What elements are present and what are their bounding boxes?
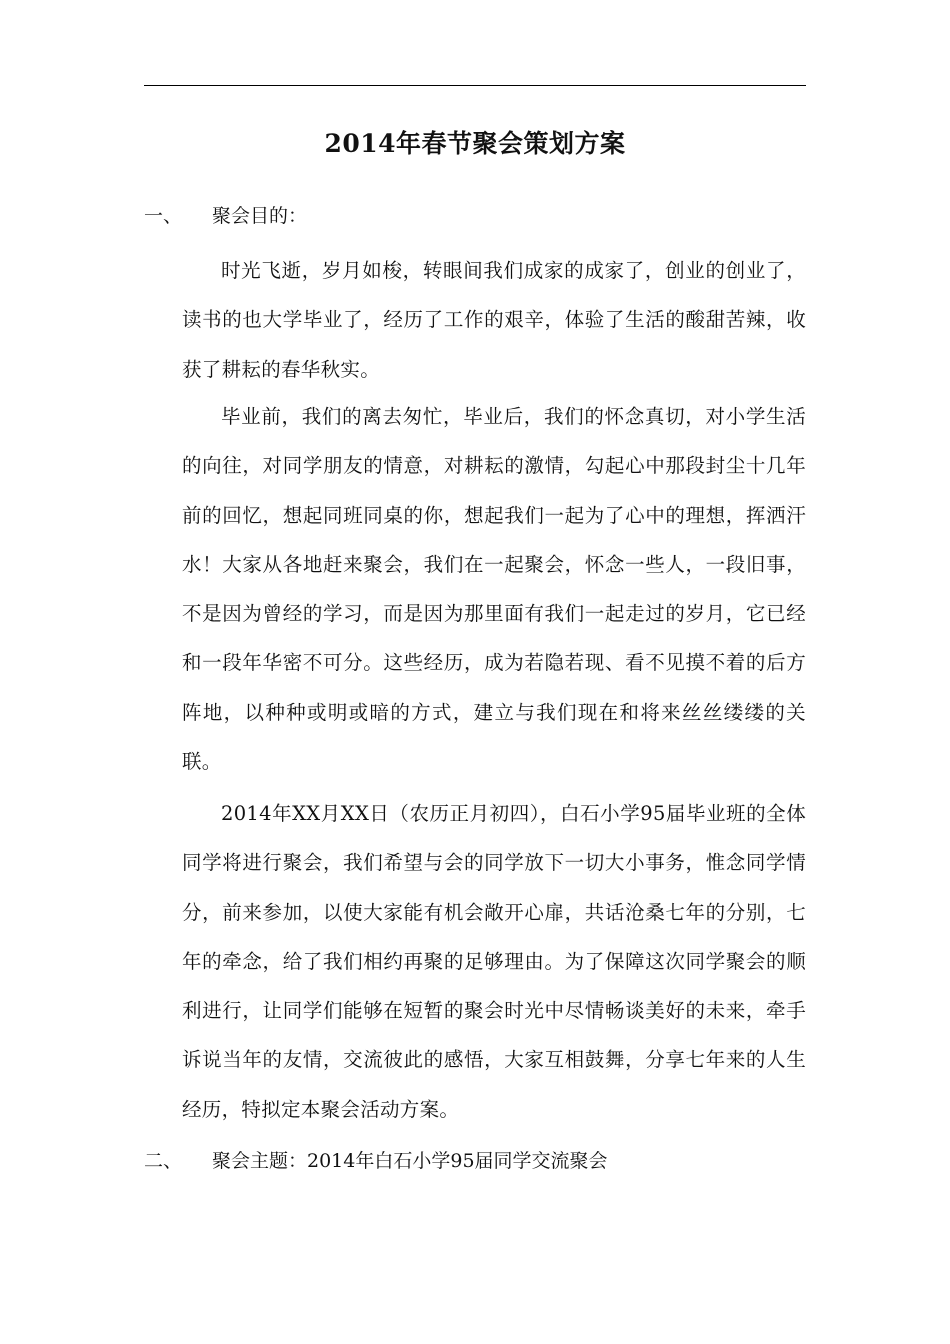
paragraph-memories: 毕业前，我们的离去匆忙，毕业后，我们的怀念真切，对小学生活的向往，对同学朋友的情意，对耕耘的激情，勾起心中那段封尘十几年前的回忆，想起同班同桌的你，想起我们一起为了心中的理想，挥洒汗水！大家从各地赶来聚会，我们在一起聚会，怀念一些人，一段旧事，不是因为曾经的学习，而是因为那里面有我们一起走过的岁月，它已经和一段年华密不可分。这些经历，成为若隐若现、看不见摸不着的后方阵地，以种种或明或暗的方式，建立与我们现在和将来丝丝缕缕的关联。 [182, 405, 806, 774]
section-number: 二、 [144, 1150, 183, 1172]
header-rule [144, 85, 806, 86]
section-heading-theme [144, 1146, 608, 1176]
section-heading-text: 聚会目的： [212, 205, 308, 227]
section-heading-text: 聚会主题：2014年白石小学95届同学交流聚会 [212, 1150, 608, 1172]
paragraph-event-details: 2014年XX月XX日（农历正月初四），白石小学95届毕业班的全体同学将进行聚会，我们希望与会的同学放下一切大小事务，惟念同学情分，前来参加，以使大家能有机会敞开心扉，共话沧桑七年的分别，七年的牵念，给了我们相约再聚的足够理由。为了保障这次同学聚会的顺利进行，让同学们能够在短暂的聚会时光中尽情畅谈美好的未来，牵手诉说当年的友情，交流彼此的感悟，大家互相鼓舞，分享七年来的人生经历，特拟定本聚会活动方案。 [182, 802, 806, 1121]
section-heading-purpose [144, 201, 307, 231]
document-title: 2014年春节聚会策划方案 [324, 129, 626, 158]
section-number: 一、 [144, 205, 183, 227]
paragraph-intro: 时光飞逝，岁月如梭，转眼间我们成家的成家了，创业的创业了，读书的也大学毕业了，经历了工作的艰辛，体验了生活的酸甜苦辣，收获了耕耘的春华秋实。 [182, 259, 806, 381]
